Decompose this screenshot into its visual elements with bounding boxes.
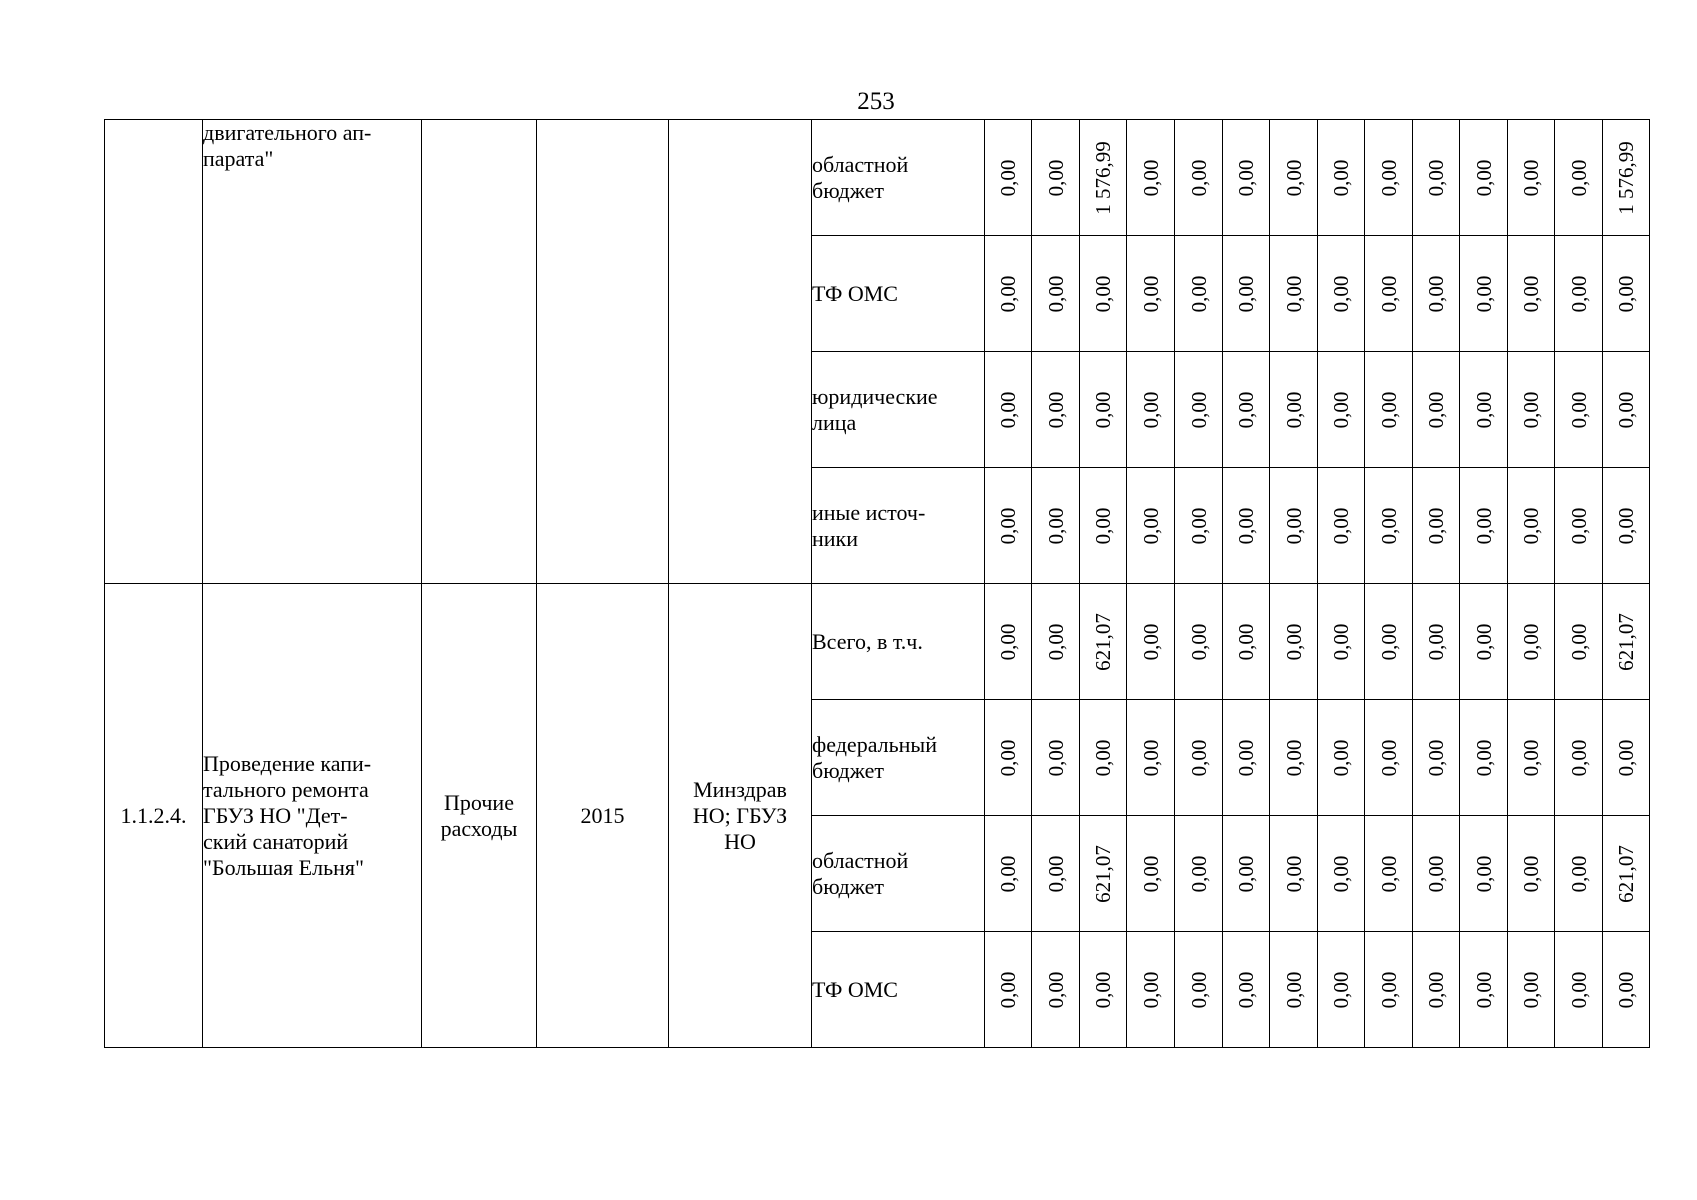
amount-cell <box>1080 816 1127 932</box>
amount-cell <box>1603 584 1650 700</box>
funding-source-label: ТФ ОМС <box>812 236 985 352</box>
table-row <box>105 584 1650 700</box>
amount-value: 0,00 <box>1471 739 1496 776</box>
amount-cell <box>985 700 1032 816</box>
executor: Минздрав НО; ГБУЗ НО <box>669 584 812 1048</box>
amount-value: 0,00 <box>1566 739 1591 776</box>
amount-value: 0,00 <box>1519 507 1543 544</box>
amount-cell <box>985 468 1032 584</box>
amount-cell <box>1508 700 1555 816</box>
amount-cell <box>1555 236 1603 352</box>
amount-cell <box>1223 584 1270 700</box>
amount-value: 0,00 <box>1424 623 1448 660</box>
amount-cell <box>1270 700 1318 816</box>
amount-cell <box>1127 468 1175 584</box>
amount-value: 0,00 <box>1138 159 1163 196</box>
amount-cell <box>1508 932 1555 1048</box>
amount-value: 0,00 <box>1614 391 1638 428</box>
amount-cell <box>1318 584 1365 700</box>
amount-value: 0,00 <box>1376 971 1401 1008</box>
amount-value: 0,00 <box>1614 507 1638 544</box>
amount-cell <box>1223 236 1270 352</box>
amount-value: 0,00 <box>1519 275 1543 312</box>
amount-cell <box>1127 816 1175 932</box>
amount-value: 621,07 <box>1091 844 1115 903</box>
amount-value: 0,00 <box>1424 275 1448 312</box>
amount-value: 0,00 <box>1566 507 1591 544</box>
amount-value: 0,00 <box>1614 971 1638 1008</box>
amount-cell <box>1555 700 1603 816</box>
amount-cell <box>1270 468 1318 584</box>
amount-cell <box>1127 584 1175 700</box>
funding-source-label: федеральный бюджет <box>812 700 985 816</box>
amount-value: 0,00 <box>1234 623 1258 660</box>
amount-value: 0,00 <box>1471 971 1496 1008</box>
amount-cell <box>1032 468 1080 584</box>
funding-source-label: Всего, в т.ч. <box>812 584 985 700</box>
executor-cell <box>669 120 812 584</box>
amount-cell <box>1365 584 1413 700</box>
amount-cell <box>1032 120 1080 236</box>
amount-cell <box>1080 700 1127 816</box>
amount-cell <box>1508 236 1555 352</box>
amount-cell <box>1175 236 1223 352</box>
amount-value: 0,00 <box>1186 391 1211 428</box>
amount-cell <box>1223 468 1270 584</box>
amount-value: 0,00 <box>1424 159 1448 196</box>
amount-value: 621,07 <box>1614 844 1638 903</box>
amount-value: 0,00 <box>1376 507 1401 544</box>
funding-source-label: ТФ ОМС <box>812 932 985 1048</box>
amount-value: 0,00 <box>1519 623 1543 660</box>
amount-cell <box>1365 932 1413 1048</box>
amount-cell <box>1127 932 1175 1048</box>
amount-value: 0,00 <box>1234 275 1258 312</box>
amount-cell <box>1555 584 1603 700</box>
amount-value: 0,00 <box>1566 855 1591 892</box>
funding-source-label: областной бюджет <box>812 816 985 932</box>
amount-value: 0,00 <box>1234 391 1258 428</box>
amount-cell <box>1080 468 1127 584</box>
amount-cell <box>1127 700 1175 816</box>
amount-value: 0,00 <box>996 391 1020 428</box>
amount-cell <box>1270 932 1318 1048</box>
amount-cell <box>1175 932 1223 1048</box>
amount-cell <box>1175 816 1223 932</box>
amount-value: 0,00 <box>1329 275 1353 312</box>
amount-value: 0,00 <box>1519 855 1543 892</box>
amount-value: 0,00 <box>1376 855 1401 892</box>
amount-value: 0,00 <box>996 623 1020 660</box>
amount-value: 0,00 <box>1234 971 1258 1008</box>
amount-cell <box>1413 932 1460 1048</box>
amount-cell <box>1270 584 1318 700</box>
amount-value: 0,00 <box>1091 275 1115 312</box>
amount-cell <box>1460 816 1508 932</box>
amount-cell <box>1175 468 1223 584</box>
amount-value: 0,00 <box>1138 855 1163 892</box>
amount-value: 0,00 <box>1329 623 1353 660</box>
amount-cell <box>1460 120 1508 236</box>
amount-value: 0,00 <box>1281 623 1306 660</box>
amount-value: 0,00 <box>1234 855 1258 892</box>
amount-value: 0,00 <box>1043 855 1068 892</box>
amount-value: 0,00 <box>1091 391 1115 428</box>
amount-value: 0,00 <box>1376 739 1401 776</box>
amount-value: 0,00 <box>1186 507 1211 544</box>
amount-value: 0,00 <box>1138 391 1163 428</box>
amount-cell <box>985 236 1032 352</box>
amount-cell <box>1032 932 1080 1048</box>
amount-value: 0,00 <box>1138 971 1163 1008</box>
amount-value: 0,00 <box>1471 275 1496 312</box>
amount-cell <box>1318 236 1365 352</box>
amount-value: 0,00 <box>1329 739 1353 776</box>
page-number: 253 <box>857 88 895 115</box>
amount-cell <box>1223 932 1270 1048</box>
amount-cell <box>1175 584 1223 700</box>
amount-cell <box>1318 816 1365 932</box>
amount-cell <box>1365 120 1413 236</box>
amount-value: 0,00 <box>1424 855 1448 892</box>
amount-value: 0,00 <box>1281 391 1306 428</box>
amount-cell <box>1127 236 1175 352</box>
expense-type-cell <box>422 120 537 584</box>
amount-value: 0,00 <box>1566 275 1591 312</box>
amount-cell <box>1508 816 1555 932</box>
amount-cell <box>1032 700 1080 816</box>
amount-value: 0,00 <box>1186 159 1211 196</box>
amount-value: 0,00 <box>1614 275 1638 312</box>
funding-source-label: областной бюджет <box>812 120 985 236</box>
amount-value: 0,00 <box>1471 507 1496 544</box>
item-number: 1.1.2.4. <box>105 584 203 1048</box>
amount-value: 0,00 <box>1376 623 1401 660</box>
amount-value: 0,00 <box>996 159 1020 196</box>
amount-value: 0,00 <box>1186 855 1211 892</box>
amount-value: 0,00 <box>1091 507 1115 544</box>
amount-cell <box>1603 816 1650 932</box>
amount-cell <box>1365 352 1413 468</box>
amount-cell <box>1318 120 1365 236</box>
amount-value: 0,00 <box>1424 971 1448 1008</box>
amount-cell <box>1460 236 1508 352</box>
amount-value: 0,00 <box>1566 391 1591 428</box>
amount-value: 0,00 <box>1281 159 1306 196</box>
amount-value: 0,00 <box>1043 275 1068 312</box>
funding-source-label: юридические лица <box>812 352 985 468</box>
amount-value: 0,00 <box>1471 159 1496 196</box>
amount-cell <box>1175 120 1223 236</box>
amount-cell <box>1603 468 1650 584</box>
amount-cell <box>1413 468 1460 584</box>
amount-cell <box>1460 468 1508 584</box>
amount-value: 0,00 <box>1329 855 1353 892</box>
amount-value: 0,00 <box>1186 971 1211 1008</box>
budget-table <box>104 119 1650 1048</box>
amount-value: 0,00 <box>996 507 1020 544</box>
amount-cell <box>1508 468 1555 584</box>
amount-value: 0,00 <box>1329 159 1353 196</box>
amount-value: 0,00 <box>1376 159 1401 196</box>
amount-cell <box>1127 120 1175 236</box>
amount-cell <box>985 584 1032 700</box>
amount-value: 0,00 <box>1519 739 1543 776</box>
amount-value: 0,00 <box>1281 275 1306 312</box>
item-title-continued: двигательного ап- парата" <box>203 120 422 584</box>
amount-cell <box>1365 468 1413 584</box>
amount-value: 0,00 <box>1091 739 1115 776</box>
amount-value: 0,00 <box>1138 739 1163 776</box>
amount-cell <box>985 932 1032 1048</box>
year: 2015 <box>537 584 669 1048</box>
amount-cell <box>1555 932 1603 1048</box>
amount-cell <box>985 352 1032 468</box>
amount-cell <box>1555 352 1603 468</box>
amount-value: 0,00 <box>1376 275 1401 312</box>
amount-cell <box>1603 120 1650 236</box>
amount-cell <box>1032 352 1080 468</box>
amount-value: 0,00 <box>1281 855 1306 892</box>
amount-value: 0,00 <box>1424 739 1448 776</box>
amount-cell <box>1223 816 1270 932</box>
amount-cell <box>1032 236 1080 352</box>
amount-cell <box>1555 468 1603 584</box>
amount-value: 0,00 <box>1186 739 1211 776</box>
amount-cell <box>1365 236 1413 352</box>
item-title: Проведение капи- тального ремонта ГБУЗ НО "Дет- ский санаторий "Большая Ельня" <box>203 584 422 1048</box>
amount-value: 0,00 <box>1281 971 1306 1008</box>
amount-value: 0,00 <box>1138 275 1163 312</box>
funding-source-label: иные источ- ники <box>812 468 985 584</box>
amount-value: 0,00 <box>996 739 1020 776</box>
amount-cell <box>1318 700 1365 816</box>
amount-cell <box>1318 468 1365 584</box>
amount-value: 0,00 <box>1186 275 1211 312</box>
amount-cell <box>1603 236 1650 352</box>
amount-value: 0,00 <box>1566 623 1591 660</box>
amount-cell <box>1032 584 1080 700</box>
amount-value: 0,00 <box>1043 739 1068 776</box>
amount-value: 0,00 <box>1234 159 1258 196</box>
amount-value: 0,00 <box>1329 507 1353 544</box>
amount-cell <box>1223 352 1270 468</box>
item-number-cell <box>105 120 203 584</box>
amount-value: 0,00 <box>1186 623 1211 660</box>
amount-value: 621,07 <box>1614 612 1638 671</box>
amount-value: 0,00 <box>1424 391 1448 428</box>
amount-cell <box>1413 236 1460 352</box>
amount-cell <box>1223 700 1270 816</box>
amount-cell <box>1223 120 1270 236</box>
amount-value: 0,00 <box>1471 391 1496 428</box>
amount-value: 0,00 <box>1519 159 1543 196</box>
amount-cell <box>1555 120 1603 236</box>
amount-value: 0,00 <box>1043 623 1068 660</box>
amount-value: 1 576,99 <box>1614 140 1638 215</box>
amount-value: 0,00 <box>1566 971 1591 1008</box>
amount-value: 0,00 <box>1329 971 1353 1008</box>
amount-cell <box>1365 700 1413 816</box>
amount-cell <box>1318 932 1365 1048</box>
amount-cell <box>1460 584 1508 700</box>
amount-cell <box>1555 816 1603 932</box>
amount-cell <box>1080 352 1127 468</box>
amount-value: 0,00 <box>1091 971 1115 1008</box>
amount-cell <box>1127 352 1175 468</box>
amount-value: 0,00 <box>1043 391 1068 428</box>
amount-value: 0,00 <box>996 275 1020 312</box>
amount-cell <box>1413 700 1460 816</box>
amount-value: 0,00 <box>996 971 1020 1008</box>
amount-value: 0,00 <box>1471 623 1496 660</box>
amount-value: 0,00 <box>1043 159 1068 196</box>
table-row <box>105 120 1650 236</box>
amount-value: 0,00 <box>1329 391 1353 428</box>
amount-value: 0,00 <box>1519 971 1543 1008</box>
amount-value: 0,00 <box>1138 507 1163 544</box>
amount-cell <box>1508 120 1555 236</box>
amount-cell <box>1080 120 1127 236</box>
amount-value: 621,07 <box>1091 612 1115 671</box>
amount-cell <box>1460 932 1508 1048</box>
amount-value: 0,00 <box>1043 971 1068 1008</box>
amount-cell <box>1603 932 1650 1048</box>
amount-cell <box>1318 352 1365 468</box>
amount-cell <box>1413 352 1460 468</box>
amount-value: 0,00 <box>1234 507 1258 544</box>
amount-cell <box>1508 352 1555 468</box>
amount-value: 0,00 <box>1471 855 1496 892</box>
amount-cell <box>985 816 1032 932</box>
amount-cell <box>1032 816 1080 932</box>
year-cell <box>537 120 669 584</box>
expense-type: Прочие расходы <box>422 584 537 1048</box>
amount-value: 0,00 <box>1519 391 1543 428</box>
amount-cell <box>1460 352 1508 468</box>
amount-cell <box>1270 236 1318 352</box>
amount-value: 0,00 <box>1281 739 1306 776</box>
amount-cell <box>1080 584 1127 700</box>
amount-cell <box>1365 816 1413 932</box>
amount-cell <box>1270 816 1318 932</box>
amount-value: 1 576,99 <box>1091 140 1115 215</box>
amount-cell <box>1413 816 1460 932</box>
amount-cell <box>1603 700 1650 816</box>
amount-value: 0,00 <box>1043 507 1068 544</box>
amount-cell <box>1080 236 1127 352</box>
amount-cell <box>1175 700 1223 816</box>
amount-cell <box>1413 120 1460 236</box>
amount-cell <box>1270 352 1318 468</box>
amount-cell <box>1460 700 1508 816</box>
amount-value: 0,00 <box>1281 507 1306 544</box>
amount-cell <box>1270 120 1318 236</box>
amount-value: 0,00 <box>1424 507 1448 544</box>
amount-value: 0,00 <box>1566 159 1591 196</box>
amount-value: 0,00 <box>1138 623 1163 660</box>
amount-cell <box>1603 352 1650 468</box>
amount-cell <box>1175 352 1223 468</box>
amount-value: 0,00 <box>1234 739 1258 776</box>
amount-cell <box>1413 584 1460 700</box>
amount-value: 0,00 <box>1376 391 1401 428</box>
amount-value: 0,00 <box>1614 739 1638 776</box>
amount-value: 0,00 <box>996 855 1020 892</box>
amount-cell <box>1508 584 1555 700</box>
amount-cell <box>1080 932 1127 1048</box>
amount-cell <box>985 120 1032 236</box>
